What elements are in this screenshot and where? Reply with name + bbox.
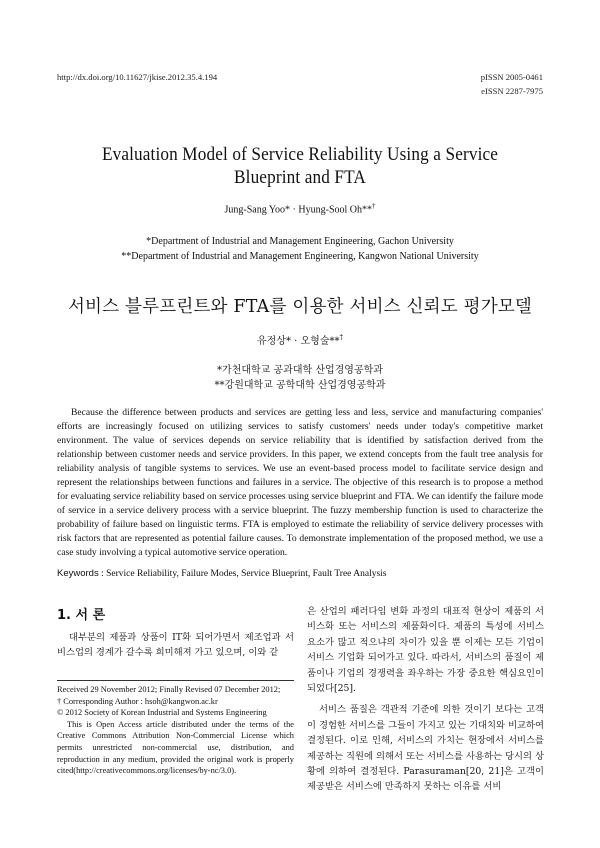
author-2: Hyung-Sool Oh** <box>298 204 373 216</box>
pissn: pISSN 2005-0461 <box>480 72 543 82</box>
korean-affiliation-1: *가천대학교 공과대학 산업경영공학과 <box>217 365 383 376</box>
license-notice: This is Open Access article distributed under the terms of the Creative Commons Attribution Non-Commercial License which permits unrestricted non-commercial use, distribution, and reproduction in any medium, provided the original work is properly cited(http://creativecommons.org/licenses/by-nc/3.0). <box>57 719 294 776</box>
copyright: © 2012 Society of Korean Industrial and Systems Engineering <box>57 708 267 718</box>
right-paragraph-2: 서비스 품질은 객관적 기준에 의한 것이기 보다는 고객이 경험한 서비스를 그들이 가지고 있는 기대치와 비교하여 결정된다. 이로 인해, 서비스의 가치는 현장에서 서비스를 제공하는 직원에 의해서 또는 서비스를 사용하는 당시의 상황에 의하여 결정된다. Parasuraman[20, 21]은 고객이 제공받은 서비스에 만족하지 못하는 이유를 서비 <box>307 704 544 793</box>
keywords-label: Keywords <box>57 568 99 579</box>
eissn: eISSN 2287-7975 <box>481 86 543 96</box>
received-date: Received 29 November 2012; Finally Revised 07 December 2012; <box>57 685 281 694</box>
affiliation-2: **Department of Industrial and Management Engineering, Kangwon National University <box>121 251 479 262</box>
footnote-divider <box>57 680 294 681</box>
keywords-text: : Service Reliability, Failure Modes, Service Blueprint, Fault Tree Analysis <box>101 569 387 579</box>
section-heading: 1. 서 론 <box>57 608 106 623</box>
author-separator: · <box>292 204 296 216</box>
korean-author-names: 유정상* · 오형술** <box>257 336 340 347</box>
corresponding-author: † Corresponding Author : hsoh@kangwon.ac.kr <box>57 696 218 706</box>
korean-authors <box>0 332 600 347</box>
affiliation-1: *Department of Industrial and Management Engineering, Gachon University <box>146 236 454 247</box>
korean-affiliation-2: **강원대학교 공학대학 산업경영공학과 <box>214 380 386 391</box>
keywords <box>57 568 543 579</box>
paper-title <box>58 144 542 190</box>
paper-title-line1: Evaluation Model of Service Reliability Using a Service <box>101 145 499 165</box>
footnotes <box>57 684 294 777</box>
paper-title-line2: Blueprint and FTA <box>234 168 366 188</box>
right-column <box>307 604 544 795</box>
intro-paragraph: 대부분의 제품과 상품이 IT화 되어가면서 제조업과 서비스업의 경계가 갈수록 희미해져 가고 있으며, 이와 같 <box>57 632 294 659</box>
right-paragraph-1: 은 산업의 패러다임 변화 과정의 대표적 현상이 제품의 서비스화 또는 서비스의 제품화이다. 제품의 특성에 서비스 요소가 많고 적으냐의 차이가 있을 뿐 이제는 모든 기업이 서비스 기업화 되어가고 있다. 따라서, 서비스의 품질이 제품이나 기업의 경쟁력을 좌우하는 가장 중요한 핵심요인이 되었다[25]. <box>307 606 544 695</box>
korean-title: 서비스 블루프린트와 FTA를 이용한 서비스 신뢰도 평가모델 <box>67 297 533 317</box>
corresponding-mark: † <box>372 202 376 210</box>
authors <box>0 202 600 215</box>
abstract: Because the difference between products and services are getting less and less, service and manufacturing companies' efforts are increasingly focused on utilizing services to satisfy customers' needs under today's competitive market environment. The value of services depends on service reliability that is identified by satisfaction derived from the relationship between customer needs and service providers. In this paper, we extend concepts from the fault tree analysis for reliability analysis of tangible systems to services. We use an event-based process model to facilitate service design and represent the relationships between functions and failures in a service. The objective of this research is to propose a method for evaluating service reliability based on service processes using service blueprint and FTA. We can identify the failure mode of service in a service delivery process with a service blueprint. The fuzzy membership function is used to characterize the probability of failure based on linguistic terms. FTA is employed to estimate the reliability of service delivery processes with risk factors that are represented as potential failure causes. To demonstrate implementation of the proposed method, we use a case study involving a typical automotive service operation. <box>57 407 543 559</box>
korean-corresponding-mark: † <box>339 333 343 342</box>
doi-link[interactable]: http://dx.doi.org/10.11627/jkise.2012.35.4.194 <box>57 72 218 82</box>
author-1: Jung-Sang Yoo* <box>224 204 291 216</box>
